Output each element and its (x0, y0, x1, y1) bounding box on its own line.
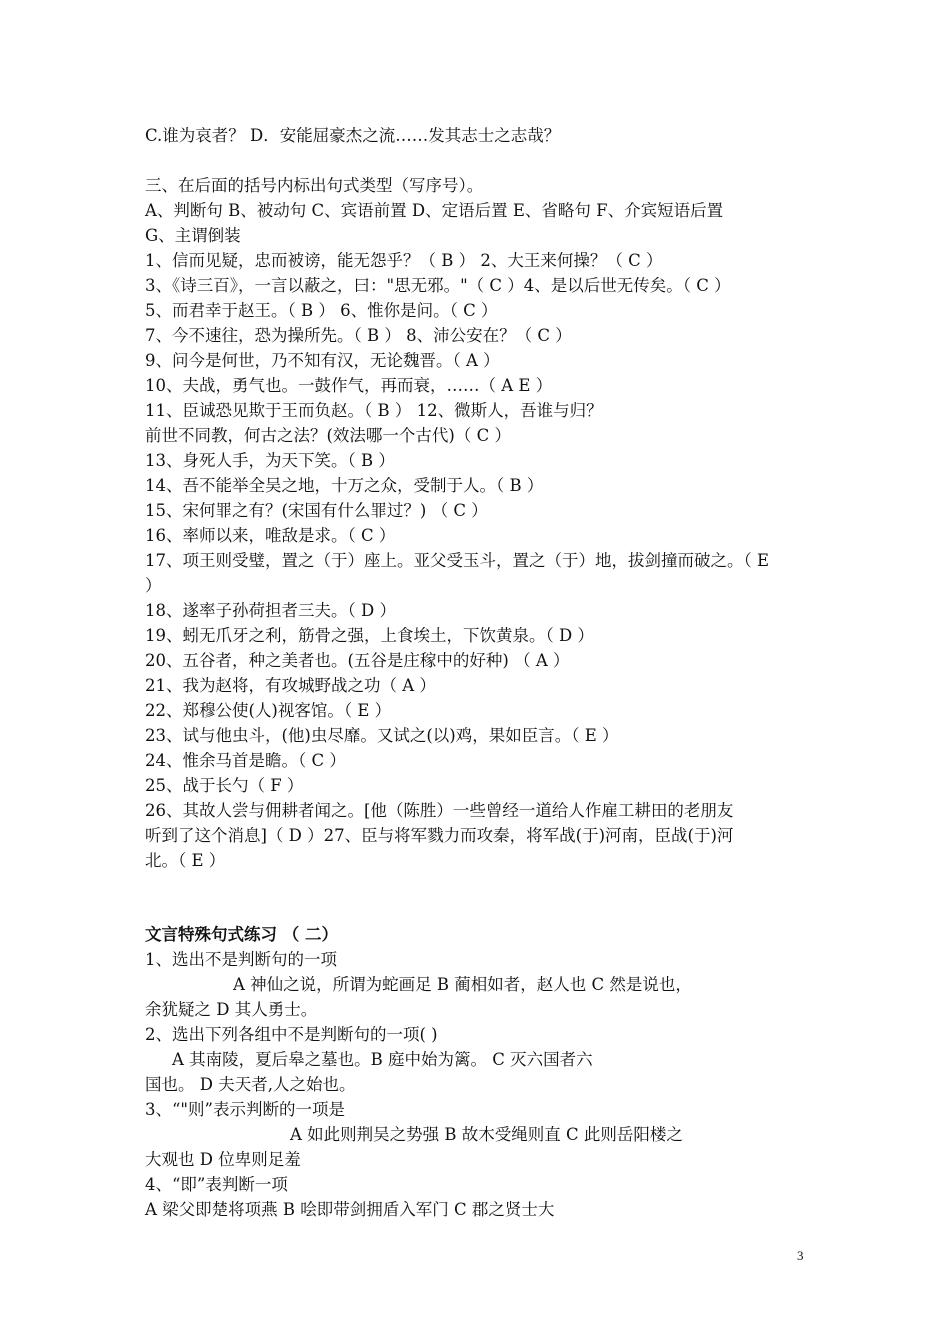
text-line: 18、遂率子孙荷担者三夫。（ D ） (145, 601, 396, 620)
section-heading: 文言特殊句式练习 （ 二） (145, 925, 338, 944)
text-line: 14、吾不能举全吴之地，十万之众，受制于人。（ B ） (145, 476, 544, 495)
text-line: 25、战于长勺（ F ） (145, 776, 304, 795)
text-line: A 如此则荆吴之势强 B 故木受绳则直 C 此则岳阳楼之 (290, 1125, 683, 1144)
text-line: 前世不同教，何古之法？(效法哪一个古代)（ C ） (145, 426, 511, 445)
text-line: 1、选出不是判断句的一项 (145, 950, 337, 969)
text-line: 17、项王则受璧，置之（于）座上。亚父受玉斗，置之（于）地，拔剑撞而破之。（ E (145, 551, 770, 570)
text-line: 24、惟余马首是瞻。（ C ） (145, 751, 346, 770)
text-line: 听到了这个消息]（ D ）27、臣与将军戮力而攻秦，将军战(于)河南，臣战(于)河 (145, 826, 734, 845)
text-line: 11、臣诚恐见欺于王而负赵。（ B ） 12、微斯人，吾谁与归？ (145, 401, 603, 420)
text-line: 5、而君幸于赵王。（ B ） 6、惟你是问。（ C ） (145, 301, 498, 320)
text-line: 7、今不速往，恐为操所先。（ B ） 8、沛公安在？（ C ） (145, 326, 572, 345)
text-line: A 梁父即楚将项燕 B 哙即带剑拥盾入军门 C 郡之贤士大 (145, 1200, 555, 1219)
text-line: 北。（ E ） (145, 851, 226, 870)
text-line: 4、“即”表判断一项 (145, 1175, 288, 1194)
page-number: 3 (797, 1248, 804, 1263)
text-line: 26、其故人尝与佣耕者闻之。[他（陈胜）一些曾经一道给人作雇工耕田的老朋友 (145, 801, 734, 820)
text-line: A、判断句 B、被动句 C、宾语前置 D、定语后置 E、省略句 F、介宾短语后置 (145, 201, 724, 220)
text-line: 国也。 D 夫天者,人之始也。 (145, 1075, 356, 1094)
text-line: A 其南陵，夏后皋之墓也。B 庭中始为篱。 C 灭六国者六 (172, 1050, 593, 1069)
text-line: 16、率师以来，唯敌是求。（ C ） (145, 526, 396, 545)
text-line: G、主谓倒装 (145, 226, 241, 245)
text-line: 3、“"则”表示判断的一项是 (145, 1100, 345, 1119)
text-line: 13、身死人手，为天下笑。（ B ） (145, 451, 395, 470)
text-line: 三、在后面的括号内标出句式类型（写序号）。 (145, 176, 484, 195)
text-line: 23、试与他虫斗，(他)虫尽靡。又试之(以)鸡，果如臣言。（ E ） (145, 726, 619, 745)
text-line: ） (145, 576, 162, 595)
text-line: 19、蚓无爪牙之利，筋骨之强，上食埃土，下饮黄泉。（ D ） (145, 626, 594, 645)
text-line: 20、五谷者，种之美者也。(五谷是庄稼中的好种) （ A ） (145, 651, 570, 670)
text-line: A 神仙之说，所谓为蛇画足 B 蔺相如者，赵人也 C 然是说也， (233, 975, 692, 994)
text-line: 15、宋何罪之有？(宋国有什么罪过？) （ C ） (145, 501, 488, 520)
text-line: 大观也 D 位卑则足羞 (145, 1150, 301, 1169)
text-line: 3、《诗三百》，一言以蔽之，曰："思无邪。"（ C ）4、是以后世无传矣。（ C ） (145, 276, 731, 295)
text-line: C.谁为哀者？ D．安能屈豪杰之流……发其志士之志哉？ (145, 126, 561, 145)
text-line: 10、夫战，勇气也。一鼓作气，再而衰，……（ A E ） (145, 376, 553, 395)
text-line: 21、我为赵将，有攻城野战之功（ A ） (145, 676, 436, 695)
text-line: 22、郑穆公使(人)视客馆。（ E ） (145, 701, 392, 720)
text-line: 1、信而见疑，忠而被谤，能无怨乎？（ B ） 2、大王来何操？（ C ） (145, 251, 663, 270)
text-line: 9、问今是何世，乃不知有汉，无论魏晋。（ A ） (145, 351, 500, 370)
text-line: 余犹疑之 D 其人勇士。 (145, 1000, 318, 1019)
text-line: 2、选出下列各组中不是判断句的一项( ) (145, 1025, 438, 1044)
